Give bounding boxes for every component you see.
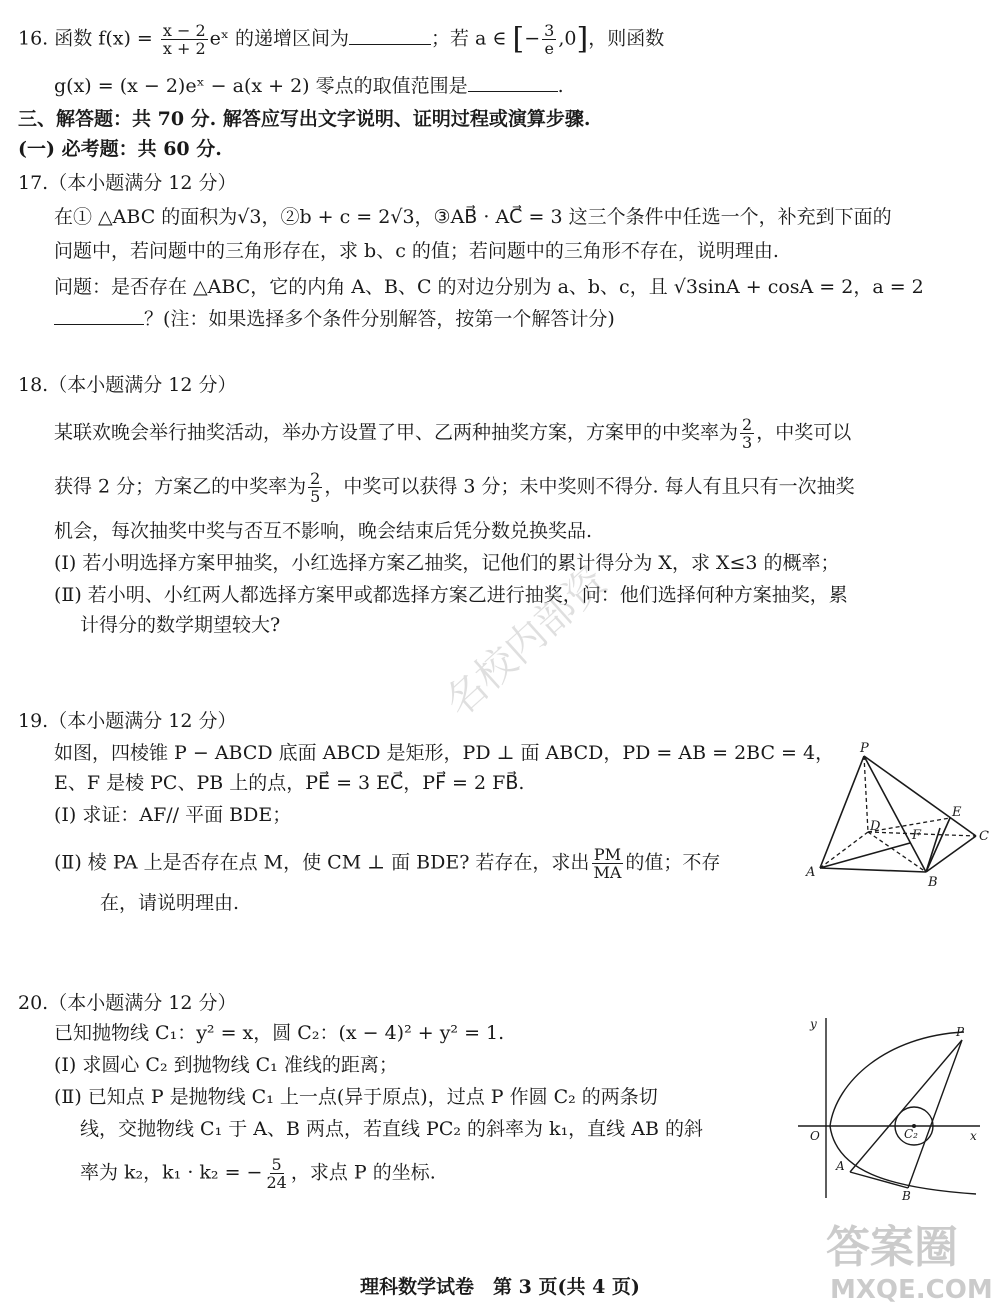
segment-af	[820, 843, 910, 868]
fraction: $\frac{x - 2}{x + 2}$	[162, 21, 206, 58]
q18-line2: 获得 2 分；方案乙的中奖率为 $\frac{2}{5}$ ，中奖可以获得 3 分；未中奖则不得分. 每人有且只有一次抽奖	[54, 469, 855, 506]
q19-line2: E、F 是棱 PC、PB 上的点，PE⃗ = 3 EC⃗，PF⃗ = 2 FB⃗.	[54, 772, 525, 794]
q17-header: 17.（本小题满分 12 分）	[18, 172, 237, 194]
answer-blank	[54, 306, 144, 325]
pyramid-figure	[800, 740, 996, 888]
q20-part2: (Ⅱ) 已知点 P 是抛物线 C₁ 上一点(异于原点)，过点 P 作圆 C₂ 的两条切	[54, 1086, 658, 1108]
edge-pb	[864, 756, 926, 872]
label-p: P	[860, 741, 869, 756]
q20-part2-cont2: 率为 k₂，k₁ · k₂ = − $\frac{5}{24}$ ，求点 P 的坐标.	[80, 1155, 436, 1192]
section-subheading: (一) 必考题：共 60 分.	[18, 138, 222, 160]
page-footer: 理科数学试卷 第 3 页(共 4 页)	[360, 1276, 640, 1298]
tangent-pb	[908, 1040, 962, 1188]
watermark: 名校内部资	[436, 557, 616, 726]
q17-line4: ？(注：如果选择多个条件分别解答，按第一个解答计分)	[54, 306, 615, 332]
site-logo	[820, 1210, 996, 1306]
q17-line2: 问题中，若问题中的三角形存在，求 b、c 的值；若问题中的三角形不存在，说明理由.	[54, 240, 779, 262]
edge-ab	[820, 868, 926, 872]
label-c: C	[979, 829, 989, 844]
label-f: F	[912, 828, 922, 843]
label-o: O	[810, 1129, 820, 1143]
edge-pd	[864, 756, 868, 832]
edge-pc	[864, 756, 976, 836]
q17-line3: 问题：是否存在 △ABC，它的内角 A、B、C 的对边分别为 a、b、c，且 √3sinA + cosA = 2，a = 2	[54, 276, 924, 298]
q19-part2: (Ⅱ) 棱 PA 上是否存在点 M，使 CM ⊥ 面 BDE? 若存在，求出 $\frac{PM}{MA}$ 的值；不存	[54, 845, 721, 882]
label-a: A	[806, 865, 816, 880]
label-b: B	[902, 1189, 911, 1202]
svg-text:答案圈: 答案圈	[826, 1222, 958, 1273]
svg-text:MXQE.COM: MXQE.COM	[830, 1275, 993, 1305]
q19-part1: (Ⅰ) 求证：AF// 平面 BDE；	[54, 804, 292, 826]
fraction: $\frac{2}{5}$	[310, 469, 321, 506]
q18-part2: (Ⅱ) 若小明、小红两人都选择方案甲或都选择方案乙进行抽奖，问：他们选择何种方案抽奖，累	[54, 584, 848, 606]
q19-line1: 如图，四棱锥 P − ABCD 底面 ABCD 是矩形，PD ⊥ 面 ABCD，PD = AB = 2BC = 4，	[54, 742, 835, 764]
q20-part1: (Ⅰ) 求圆心 C₂ 到抛物线 C₁ 准线的距离；	[54, 1054, 398, 1076]
q16-line2: g(x) = (x − 2)eˣ − a(x + 2) 零点的取值范围是 .	[54, 75, 564, 97]
fraction: $\frac{5}{24}$	[266, 1155, 287, 1192]
fraction: $\frac{3}{e}$	[544, 21, 555, 58]
q20-line1: 已知抛物线 C₁：y² = x，圆 C₂：(x − 4)² + y² = 1.	[54, 1022, 505, 1044]
edge-pa	[820, 756, 864, 868]
label-d: D	[870, 819, 881, 834]
label-c2: C₂	[904, 1127, 918, 1141]
q18-line3: 机会，每次抽奖中奖与否互不影响，晚会结束后凭分数兑换奖品.	[54, 520, 593, 542]
section-heading: 三、解答题：共 70 分. 解答应写出文字说明、证明过程或演算步骤.	[18, 108, 591, 130]
fraction: $\frac{2}{3}$	[742, 415, 753, 452]
fraction: $\frac{PM}{MA}$	[593, 845, 622, 882]
q20-part2-cont: 线，交抛物线 C₁ 于 A、B 两点，若直线 PC₂ 的斜率为 k₁，直线 AB 的斜	[80, 1118, 703, 1140]
tangent-pa	[850, 1040, 962, 1172]
q18-header: 18.（本小题满分 12 分）	[18, 374, 237, 396]
label-p: P	[956, 1025, 965, 1039]
q16-text: 16. 函数 f(x) =	[18, 27, 159, 50]
q18-line1: 某联欢晚会举行抽奖活动，举办方设置了甲、乙两种抽奖方案，方案甲的中奖率为 $\frac{2}{3}$ ，中奖可以	[54, 415, 852, 452]
q19-header: 19.（本小题满分 12 分）	[18, 710, 237, 732]
q20-header: 20.（本小题满分 12 分）	[18, 992, 237, 1014]
q17-line1: 在① △ABC 的面积为√3，②b + c = 2√3，③AB⃗ · AC⃗ = 3 这三个条件中任选一个，补充到下面的	[54, 206, 892, 228]
q19-part2-cont: 在，请说明理由.	[100, 892, 240, 914]
q18-part1: (Ⅰ) 若小明选择方案甲抽奖，小红选择方案乙抽奖，记他们的累计得分为 X，求 X≤3 的概率；	[54, 552, 840, 574]
q18-part2-cont: 计得分的数学期望较大?	[80, 614, 281, 636]
label-a: A	[836, 1159, 845, 1173]
label-b: B	[928, 875, 938, 888]
parabola-figure	[796, 1012, 986, 1202]
label-y: y	[810, 1017, 817, 1031]
edge-dc	[868, 832, 976, 836]
label-e: E	[952, 805, 962, 820]
answer-blank	[349, 26, 431, 45]
line-ab	[850, 1172, 908, 1188]
answer-blank	[468, 73, 558, 92]
label-x: x	[970, 1129, 977, 1143]
q16-line1: 16. 函数 f(x) = $\frac{x - 2}{x + 2}$ eˣ 的递增区间为 ；若 a ∈ [− $\frac{3}{e}$ ,0]，则函数	[18, 21, 665, 58]
